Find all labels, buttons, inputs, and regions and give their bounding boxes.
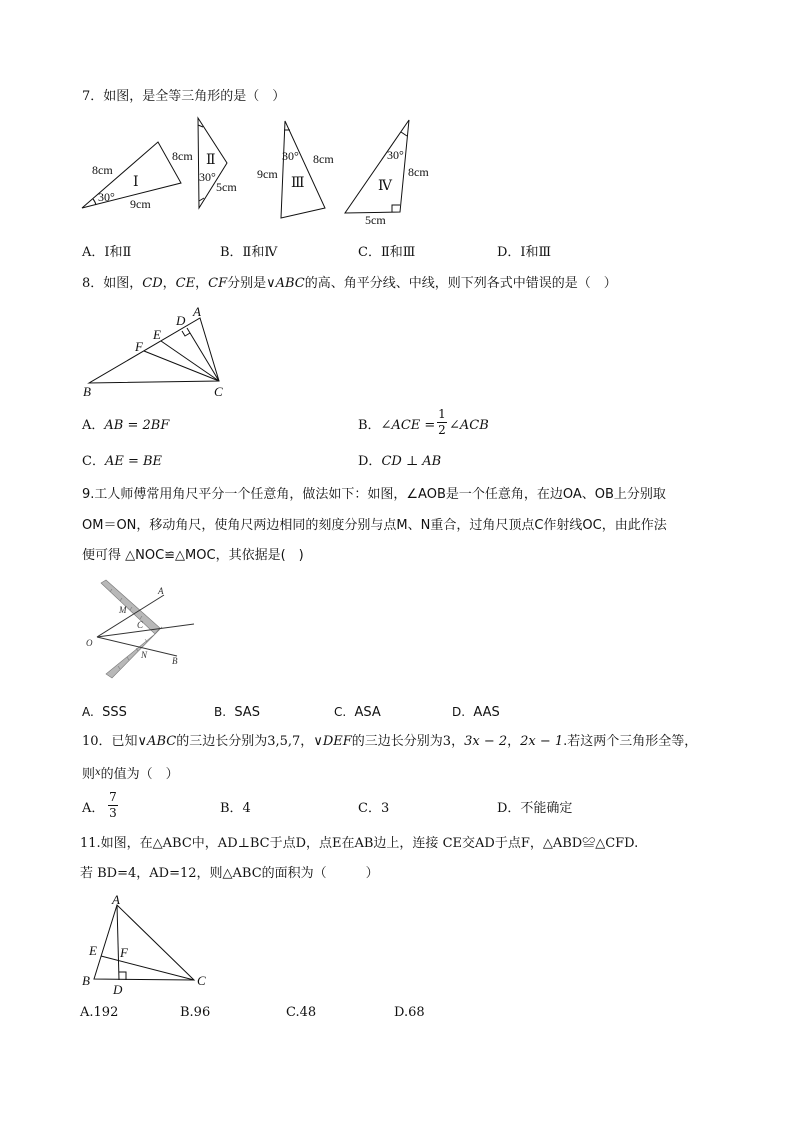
q8-label-a: A bbox=[193, 304, 201, 319]
q7-option-b[interactable]: B．Ⅱ和Ⅳ bbox=[220, 245, 278, 260]
q8-label-c: C bbox=[214, 384, 223, 399]
t1-side-b: 9cm bbox=[130, 197, 151, 211]
q11-label-c: C bbox=[197, 973, 206, 988]
q8-option-a[interactable]: A．AB = 2BF bbox=[82, 418, 170, 433]
q10-stem: 10．已知∨ABC的三边长分别为3,5,7，∨DEF的三边长分别为3，3x − 2，2x − 1.若这两个三角形全等， bbox=[82, 734, 698, 749]
q11-label-a: A bbox=[112, 892, 120, 907]
t3-side-b: 8cm bbox=[313, 152, 334, 166]
q10-option-d[interactable]: D．不能确定 bbox=[497, 801, 573, 816]
q8-option-d[interactable]: D．CD ⊥ AB bbox=[358, 454, 442, 469]
q11-option-c[interactable]: C.48 bbox=[286, 1005, 317, 1020]
q9-label-a: A bbox=[158, 586, 164, 596]
q8-option-c[interactable]: C．AE = BE bbox=[82, 454, 163, 469]
q11-label-b: B bbox=[82, 973, 90, 988]
t3-angle: 30° bbox=[282, 149, 299, 163]
q8-label-f: F bbox=[135, 339, 143, 354]
t1-angle: 30° bbox=[98, 190, 115, 204]
q7-option-d[interactable]: D．Ⅰ和Ⅲ bbox=[497, 245, 552, 260]
q8-option-b[interactable]: B．∠ACE = bbox=[358, 418, 436, 433]
q8-label-b: B bbox=[83, 384, 91, 399]
q8-option-b-numerator: 1 bbox=[438, 407, 446, 421]
q11-option-b[interactable]: B.96 bbox=[180, 1005, 211, 1020]
q9-label-n: N bbox=[141, 650, 148, 660]
q8-stem: 8．如图，CD，CE，CF分别是∨ABC的高、角平分线、中线，则下列各式中错误的是（ ） bbox=[82, 276, 617, 291]
t2-angle: 30° bbox=[199, 170, 216, 184]
t4-side-a: 8cm bbox=[408, 165, 429, 179]
q10-option-a-numerator: 7 bbox=[109, 790, 117, 804]
q8-option-b-denominator: 2 bbox=[438, 423, 446, 437]
q9-option-d[interactable]: D. AAS bbox=[452, 705, 500, 720]
q9-option-c[interactable]: C. ASA bbox=[334, 705, 381, 720]
t2-side-b: 5cm bbox=[216, 180, 237, 194]
q8-label-d: D bbox=[176, 313, 186, 328]
q9-line-1: 9.工人师傅常用角尺平分一个任意角，做法如下：如图，∠AOB是一个任意角，在边OA、OB上分别取 bbox=[82, 487, 666, 502]
q8-option-b-rhs: ∠ACB bbox=[449, 418, 489, 433]
t2-side-a: 8cm bbox=[172, 149, 193, 163]
q9-line-2: OM＝ON，移动角尺，使角尺两边相同的刻度分别与点M、N重合，过角尺顶点C作射线OC，由此作法 bbox=[82, 518, 667, 533]
q9-option-a[interactable]: A. SSS bbox=[82, 705, 127, 720]
q10-option-b[interactable]: B．4 bbox=[220, 801, 251, 816]
t3-numeral: Ⅲ bbox=[291, 176, 305, 191]
q11-label-d: D bbox=[113, 982, 123, 997]
q11-label-f: F bbox=[120, 945, 128, 960]
q10-stem-line-2: 则$^x$的值为（ ） bbox=[82, 767, 179, 782]
q8-label-e: E bbox=[153, 327, 161, 342]
q7-option-c[interactable]: C．Ⅱ和Ⅲ bbox=[358, 245, 416, 260]
q7-stem: 7．如图，是全等三角形的是（ ） bbox=[82, 89, 286, 104]
q9-label-o: O bbox=[86, 638, 93, 648]
q11-label-e: E bbox=[89, 943, 97, 958]
q9-label-m: M bbox=[119, 605, 127, 615]
q11-line-2: 若 BD=4，AD=12，则△ABC的面积为（ ） bbox=[80, 866, 379, 881]
t4-side-b: 5cm bbox=[365, 213, 386, 227]
q10-option-c[interactable]: C．3 bbox=[358, 801, 390, 816]
q10-option-a-label[interactable]: A． bbox=[82, 801, 105, 816]
t3-side-a: 9cm bbox=[257, 167, 278, 181]
q10-option-a-denominator: 3 bbox=[109, 806, 117, 820]
t4-angle: 30° bbox=[387, 148, 404, 162]
q9-label-b: B bbox=[172, 656, 178, 666]
q11-option-a[interactable]: A.192 bbox=[80, 1005, 119, 1020]
q11-line-1: 11.如图，在△ABC中，AD⊥BC于点D，点E在AB边上，连接 CE交AD于点F，△ABD≌△CFD. bbox=[80, 836, 639, 851]
t2-numeral: Ⅱ bbox=[206, 153, 216, 168]
t4-numeral: Ⅳ bbox=[378, 179, 392, 194]
t1-side-a: 8cm bbox=[92, 163, 113, 177]
q7-option-a[interactable]: A．Ⅰ和Ⅱ bbox=[82, 245, 132, 260]
q9-label-c: C bbox=[137, 620, 144, 630]
t1-numeral: Ⅰ bbox=[133, 175, 139, 190]
q9-option-b[interactable]: B. SAS bbox=[214, 705, 260, 720]
q11-option-d[interactable]: D.68 bbox=[394, 1005, 425, 1020]
q9-line-3: 便可得 △NOC≌△MOC，其依据是( ) bbox=[82, 548, 304, 563]
